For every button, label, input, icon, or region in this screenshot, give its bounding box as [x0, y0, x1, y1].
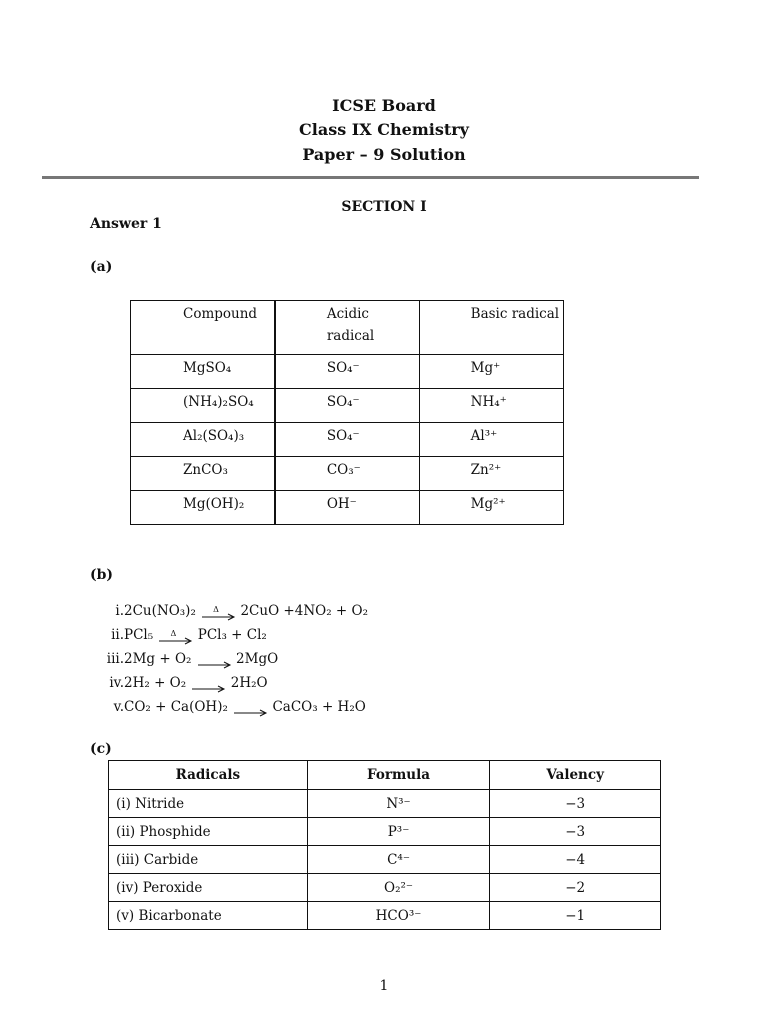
valency-cell: −3	[490, 790, 661, 818]
reaction-rhs: 2CuO +4NO₂ + O₂	[240, 603, 368, 619]
basic-radical-cell: Al³⁺	[419, 423, 563, 457]
header-basic-radical: Basic radical	[419, 301, 563, 355]
compound-cell: MgSO₄	[131, 355, 275, 389]
answer-label: Answer 1	[90, 216, 162, 232]
doc-title-class: Class IX Chemistry	[299, 120, 469, 139]
reaction-rhs: PCl₃ + Cl₂	[197, 627, 267, 643]
table-header-row	[109, 761, 661, 790]
reaction-number: v.	[113, 699, 124, 715]
valency-cell: −4	[490, 846, 661, 874]
reaction-number: i.	[115, 603, 124, 619]
header-valency: Valency	[490, 761, 661, 790]
valency-cell: −1	[490, 902, 661, 930]
reaction-number: iv.	[109, 675, 124, 691]
formula-cell: N³⁻	[307, 790, 490, 818]
reaction-rhs: 2MgO	[236, 651, 279, 667]
reaction-rhs: 2H₂O	[230, 675, 268, 691]
reaction-lhs: 2Cu(NO₃)₂	[124, 603, 196, 619]
reaction-lhs: 2H₂ + O₂	[124, 675, 187, 691]
reaction-4	[109, 671, 268, 695]
part-c-label: (c)	[90, 741, 112, 757]
valency-cell: −2	[490, 874, 661, 902]
header-radicals: Radicals	[109, 761, 308, 790]
formula-cell: HCO³⁻	[307, 902, 490, 930]
radical-name-cell: (ii) Phosphide	[109, 818, 308, 846]
part-b-label: (b)	[90, 567, 114, 583]
table-row	[109, 874, 661, 902]
compound-cell: ZnCO₃	[131, 457, 275, 491]
acidic-radical-cell: OH⁻	[275, 491, 419, 525]
doc-title-board: ICSE Board	[332, 96, 436, 115]
reaction-lhs: PCl₅	[124, 627, 154, 643]
reaction-3	[106, 647, 279, 671]
header-compound: Compound	[131, 301, 275, 355]
basic-radical-cell: Mg²⁺	[419, 491, 563, 525]
radical-name-cell: (iv) Peroxide	[109, 874, 308, 902]
reaction-lhs: 2Mg + O₂	[124, 651, 192, 667]
table-header-row	[131, 301, 564, 355]
header-divider	[42, 176, 699, 179]
valency-table	[108, 760, 661, 930]
page-number: 1	[379, 978, 389, 994]
heat-symbol: Δ	[170, 628, 177, 638]
compound-cell: Al₂(SO₄)₃	[131, 423, 275, 457]
table-row	[109, 818, 661, 846]
arrow-icon	[190, 677, 226, 691]
reaction-rhs: CaCO₃ + H₂O	[272, 699, 366, 715]
acidic-radical-cell: SO₄⁻	[275, 423, 419, 457]
radicals-table	[130, 300, 564, 525]
acidic-radical-cell: CO₃⁻	[275, 457, 419, 491]
arrow-icon	[196, 653, 232, 667]
basic-radical-cell: NH₄⁺	[419, 389, 563, 423]
valency-cell: −3	[490, 818, 661, 846]
header-formula: Formula	[307, 761, 490, 790]
table-row	[109, 790, 661, 818]
reaction-number: iii.	[106, 651, 124, 667]
basic-radical-cell: Mg⁺	[419, 355, 563, 389]
radical-name-cell: (iii) Carbide	[109, 846, 308, 874]
basic-radical-cell: Zn²⁺	[419, 457, 563, 491]
acidic-radical-cell: SO₄⁻	[275, 389, 419, 423]
table-row	[131, 423, 564, 457]
radical-name-cell: (v) Bicarbonate	[109, 902, 308, 930]
header-acidic-radical: Acidic radical	[275, 301, 419, 355]
heat-arrow-icon	[157, 629, 193, 643]
reaction-lhs: CO₂ + Ca(OH)₂	[124, 699, 228, 715]
table-row	[131, 491, 564, 525]
table-row	[131, 457, 564, 491]
table-row	[109, 846, 661, 874]
reaction-2	[111, 623, 267, 647]
compound-cell: (NH₄)₂SO₄	[131, 389, 275, 423]
table-row	[109, 902, 661, 930]
heat-symbol: Δ	[213, 604, 219, 614]
acidic-radical-cell: SO₄⁻	[275, 355, 419, 389]
compound-cell: Mg(OH)₂	[131, 491, 275, 525]
arrow-icon	[232, 701, 268, 715]
heat-arrow-icon	[200, 605, 236, 619]
radical-name-cell: (i) Nitride	[109, 790, 308, 818]
reaction-1	[115, 599, 368, 623]
formula-cell: O₂²⁻	[307, 874, 490, 902]
reaction-5	[113, 695, 366, 719]
doc-title-paper: Paper – 9 Solution	[302, 145, 466, 164]
formula-cell: C⁴⁻	[307, 846, 490, 874]
table-row	[131, 355, 564, 389]
part-a-label: (a)	[90, 259, 113, 275]
formula-cell: P³⁻	[307, 818, 490, 846]
table-row	[131, 389, 564, 423]
reaction-number: ii.	[111, 627, 124, 643]
section-title: SECTION I	[341, 199, 427, 215]
